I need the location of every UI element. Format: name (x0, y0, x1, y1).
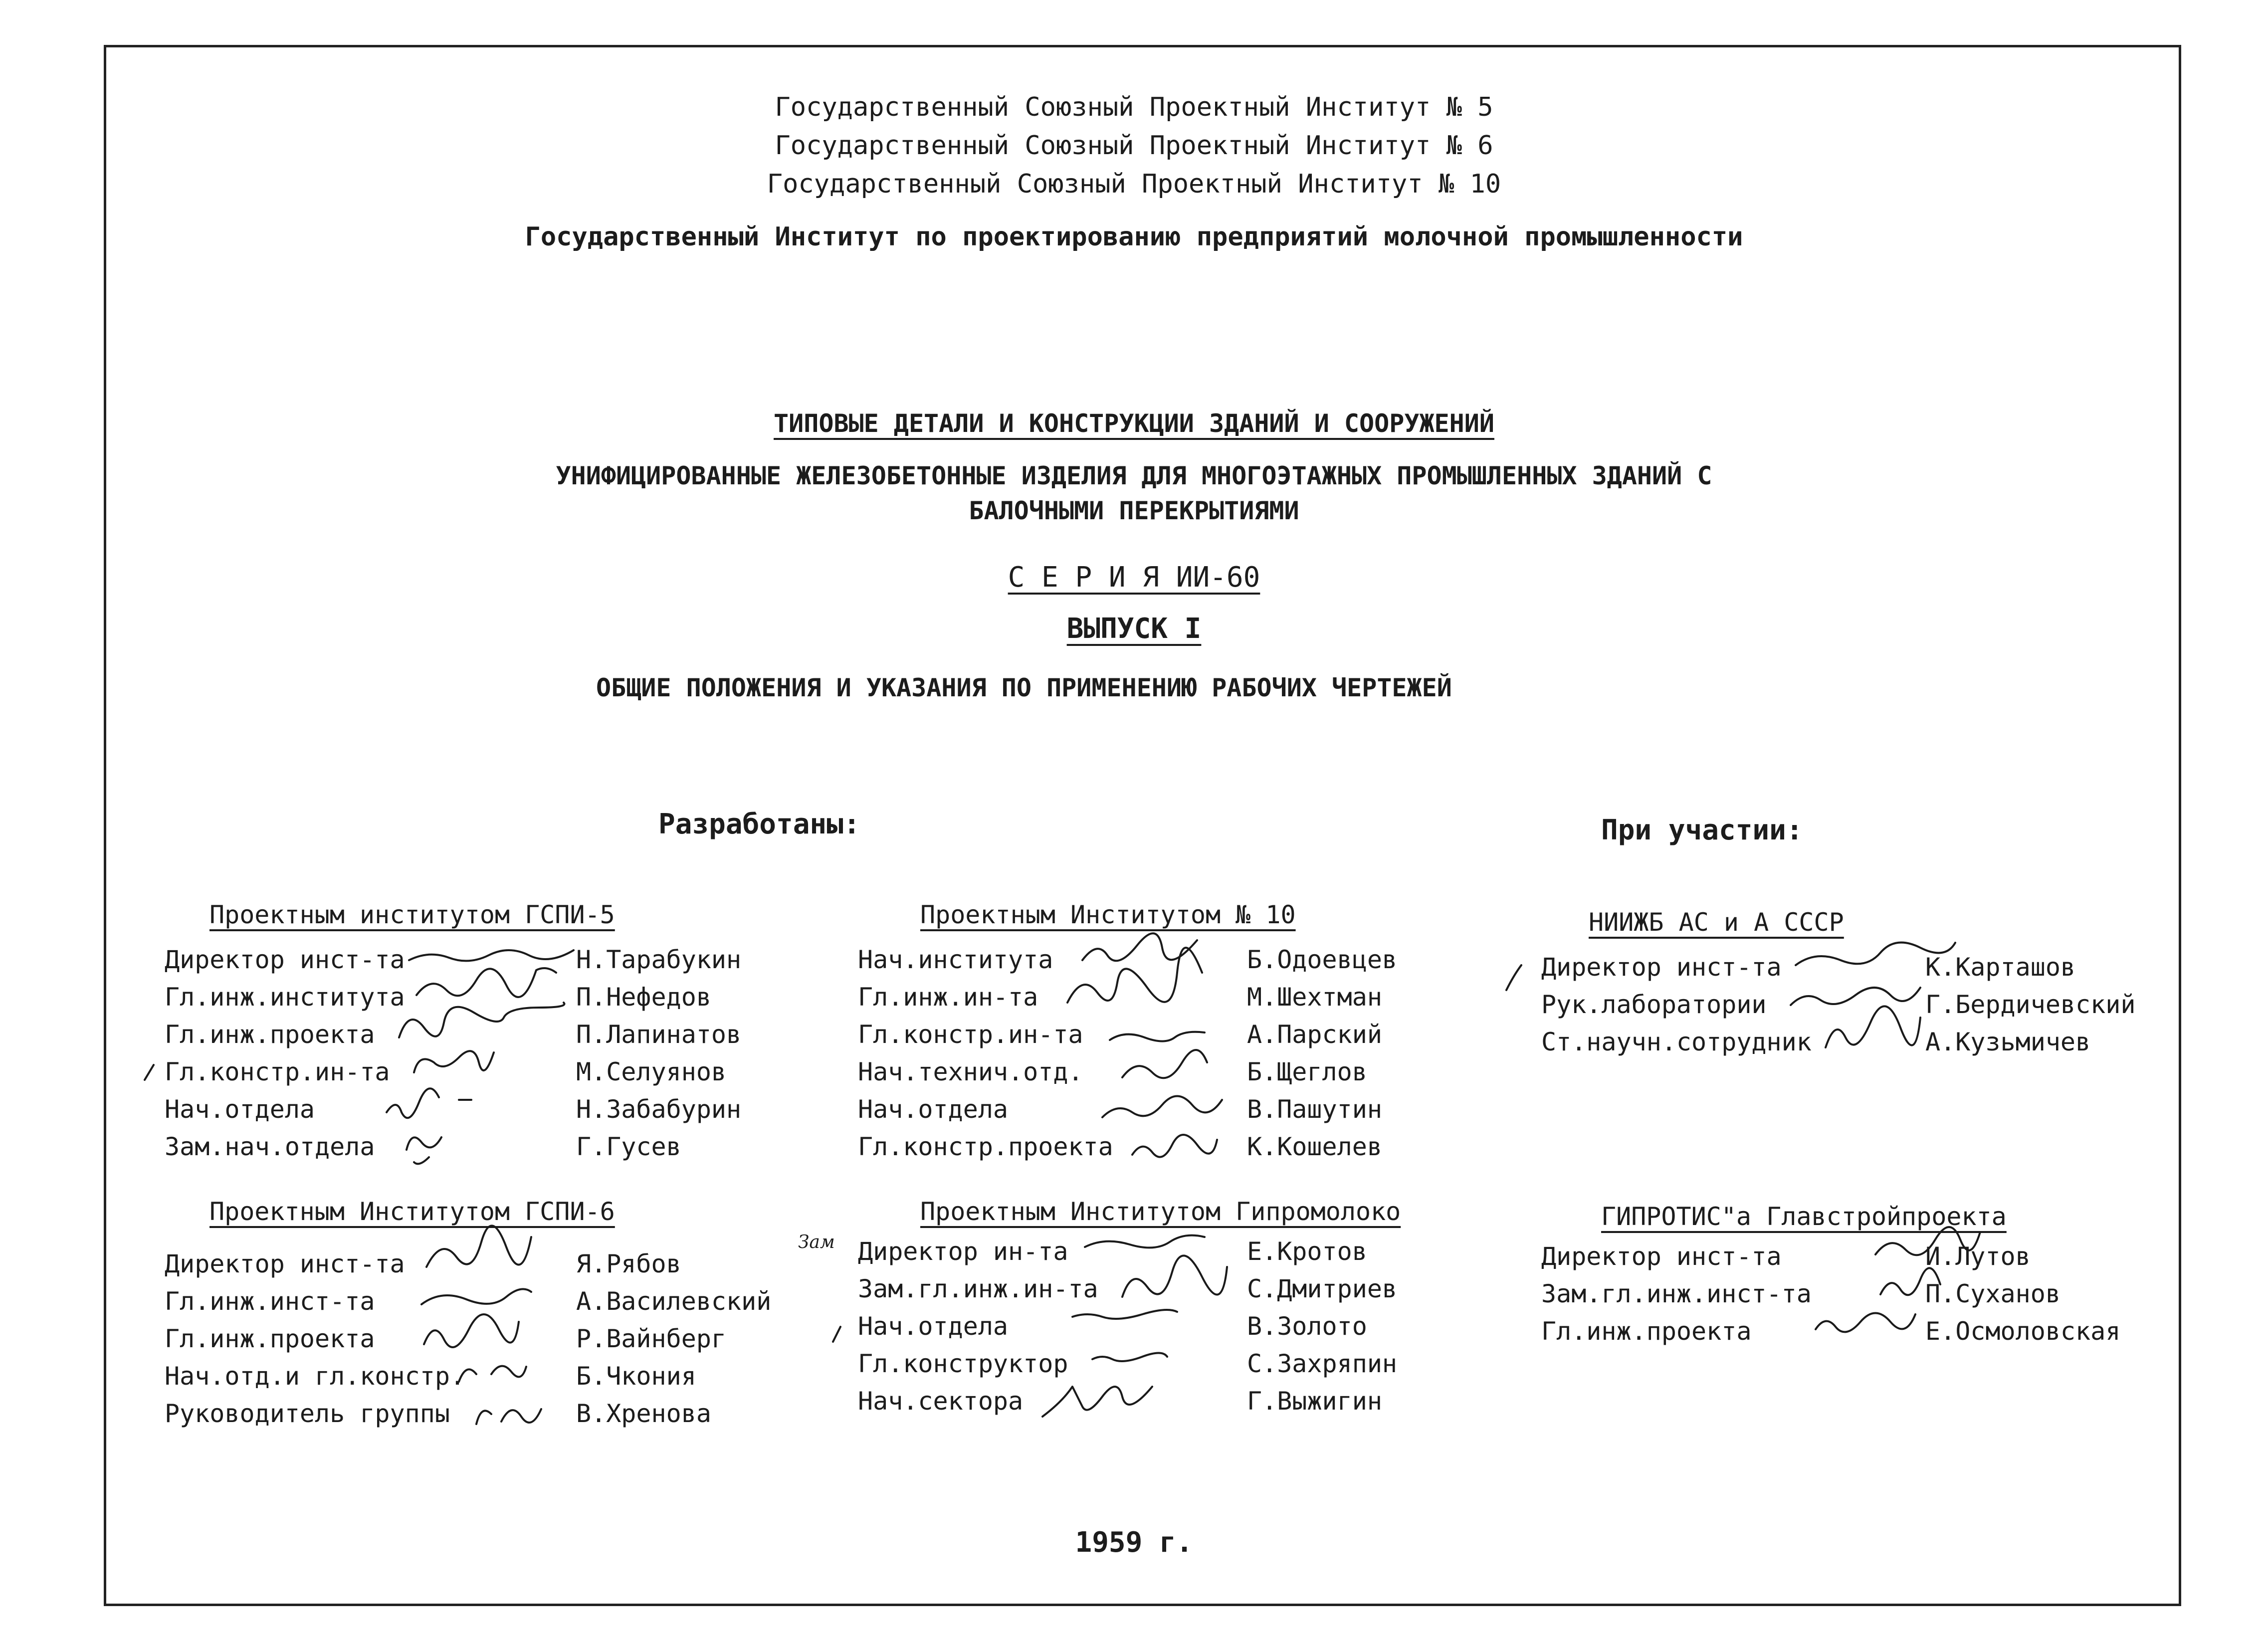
gspi10-heading: Проектным Институтом № 10 (920, 900, 1296, 929)
developed-by-label: Разработаны: (658, 808, 860, 840)
role-label: Нач.отд.и гл.констр. (165, 1362, 465, 1391)
person-name: Я.Рябов (576, 1249, 681, 1278)
role-label: Нач.отдела (165, 1095, 315, 1124)
person-name: В.Хренова (576, 1399, 711, 1428)
person-name: К.Карташов (1925, 953, 2076, 982)
person-name: И.Лутов (1925, 1242, 2031, 1271)
institute-line-3: Государственный Союзный Проектный Институт № 10 (767, 169, 1501, 199)
role-label: Директор инст-та (1541, 1242, 1782, 1271)
person-name: В.Пашутин (1247, 1095, 1382, 1124)
gspi6-heading: Проектным Институтом ГСПИ-6 (209, 1197, 615, 1226)
year-label: 1959 г. (1075, 1526, 1193, 1559)
person-name: П.Суханов (1925, 1279, 2061, 1308)
person-name: Б.Чкония (576, 1362, 696, 1391)
role-label: Гл.инж.инст-та (165, 1287, 375, 1316)
giprotis-heading: ГИПРОТИС"а Главстройпроекта (1601, 1202, 2007, 1231)
role-label: Директор ин-та (858, 1237, 1068, 1266)
person-name: В.Золото (1247, 1312, 1367, 1341)
person-name: Б.Одоевцев (1247, 945, 1398, 974)
role-label: Нач.технич.отд. (858, 1057, 1083, 1086)
person-name: Р.Вайнберг (576, 1324, 727, 1353)
person-name: Н.Забабурин (576, 1095, 742, 1124)
role-label: Директор инст-та (165, 945, 405, 974)
role-label: Директор инст-та (165, 1249, 405, 1278)
role-label: Гл.констр.ин-та (858, 1020, 1083, 1049)
subject-title: ОБЩИЕ ПОЛОЖЕНИЯ И УКАЗАНИЯ ПО ПРИМЕНЕНИЮ РАБОЧИХ ЧЕРТЕЖЕЙ (596, 673, 1452, 702)
person-name: А.Кузьмичев (1925, 1028, 2091, 1056)
role-label: Нач.отдела (858, 1095, 1009, 1124)
gspi5-heading: Проектным институтом ГСПИ-5 (209, 900, 615, 929)
title-line-2: УНИФИЦИРОВАННЫЕ ЖЕЛЕЗОБЕТОННЫЕ ИЗДЕЛИЯ ДЛЯ МНОГОЭТАЖНЫХ ПРОМЫШЛЕННЫХ ЗДАНИЙ С (556, 461, 1712, 490)
role-label: Гл.инж.проекта (165, 1020, 375, 1049)
role-label: Гл.инж.проекта (1541, 1317, 1752, 1346)
gipromoloko-heading: Проектным Институтом Гипромолоко (920, 1197, 1401, 1226)
person-name: С.Захряпин (1247, 1349, 1398, 1378)
role-label: Рук.лаборатории (1541, 990, 1767, 1019)
title-line-1: ТИПОВЫЕ ДЕТАЛИ И КОНСТРУКЦИИ ЗДАНИЙ И СООРУЖЕНИЙ (774, 409, 1494, 438)
institute-line-1: Государственный Союзный Проектный Институт № 5 (775, 92, 1493, 122)
role-label: Ст.научн.сотрудник (1541, 1028, 1812, 1056)
role-label: Нач.института (858, 945, 1053, 974)
person-name: Б.Щеглов (1247, 1057, 1367, 1086)
role-label: Руководитель группы (165, 1399, 450, 1428)
niizhb-heading: НИИЖБ АС и А СССР (1589, 908, 1844, 937)
issue-label: ВЫПУСК I (1066, 613, 1202, 645)
title-line-3: БАЛОЧНЫМИ ПЕРЕКРЫТИЯМИ (969, 496, 1299, 525)
person-name: Е.Кротов (1247, 1237, 1367, 1266)
person-name: А.Парский (1247, 1020, 1382, 1049)
role-label: Зам.гл.инж.инст-та (1541, 1279, 1812, 1308)
role-label: Директор инст-та (1541, 953, 1782, 982)
role-label: Нач.отдела (858, 1312, 1009, 1341)
person-name: М.Селуянов (576, 1057, 727, 1086)
role-label: Гл.инж.института (165, 983, 405, 1012)
person-name: П.Нефедов (576, 983, 711, 1012)
role-label: Гл.конструктор (858, 1349, 1068, 1378)
person-name: Е.Осмоловская (1925, 1317, 2121, 1346)
person-name: Г.Гусев (576, 1132, 681, 1161)
participation-label: При участии: (1601, 814, 1803, 846)
role-label: Гл.инж.ин-та (858, 983, 1038, 1012)
person-name: Н.Тарабукин (576, 945, 742, 974)
signature-scribble (145, 933, 1980, 1424)
person-name: М.Шехтман (1247, 983, 1382, 1012)
role-label: Гл.инж.проекта (165, 1324, 375, 1353)
role-label: Гл.констр.проекта (858, 1132, 1113, 1161)
dairy-institute: Государственный Институт по проектированию предприятий молочной промышленности (525, 222, 1743, 252)
deputy-handwritten-prefix: Зам (798, 1232, 835, 1252)
institute-line-2: Государственный Союзный Проектный Институт № 6 (775, 131, 1493, 161)
role-label: Гл.констр.ин-та (165, 1057, 390, 1086)
person-name: Г.Бердичевский (1925, 990, 2136, 1019)
person-name: П.Лапинатов (576, 1020, 742, 1049)
role-label: Нач.сектора (858, 1387, 1024, 1416)
series-label: С Е Р И Я ИИ-60 (1008, 561, 1260, 594)
role-label: Зам.нач.отдела (165, 1132, 375, 1161)
person-name: С.Дмитриев (1247, 1274, 1398, 1303)
person-name: А.Василевский (576, 1287, 772, 1316)
person-name: К.Кошелев (1247, 1132, 1382, 1161)
person-name: Г.Выжигин (1247, 1387, 1382, 1416)
role-label: Зам.гл.инж.ин-та (858, 1274, 1098, 1303)
